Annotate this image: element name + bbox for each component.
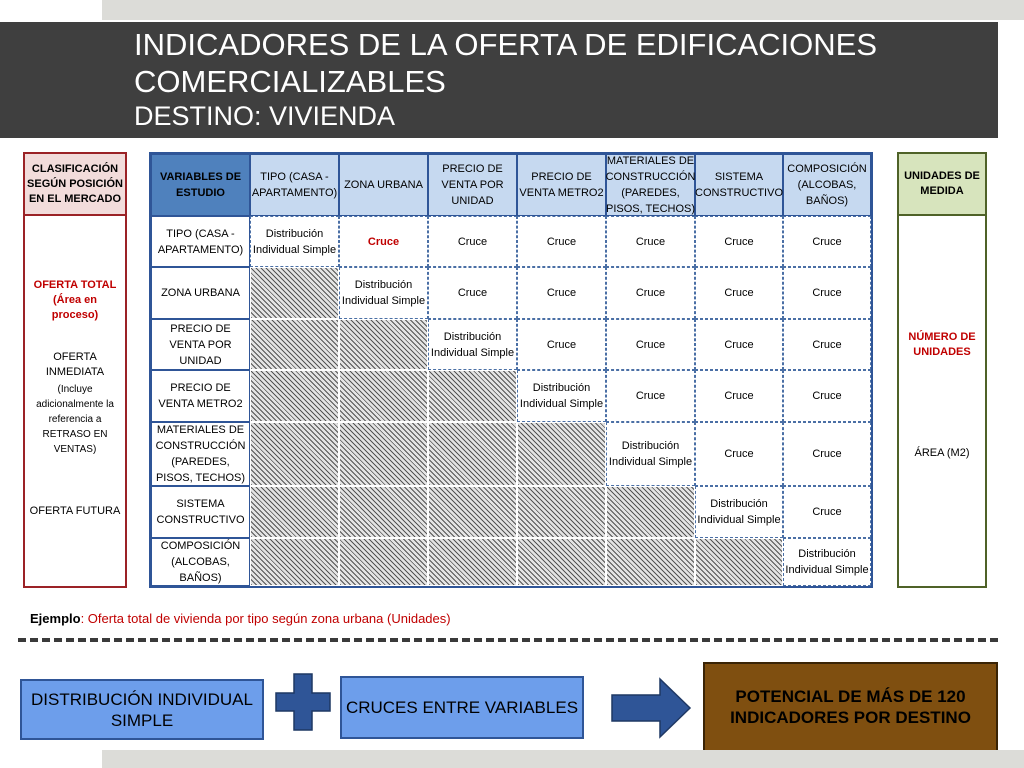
hatched-cell (517, 486, 606, 538)
hatched-cell (517, 422, 606, 486)
hatched-cell (695, 538, 783, 586)
hatched-cell (250, 370, 339, 422)
oferta-inmediata-note: (Incluye adicionalmente la referencia a RETRASO EN VENTAS) (36, 384, 114, 455)
title-line-2: COMERCIALIZABLES (134, 64, 446, 99)
oferta-futura-label: OFERTA FUTURA (29, 505, 121, 517)
cross-cell: Cruce (695, 319, 783, 370)
variables-matrix (149, 152, 873, 588)
cross-cell: Cruce (606, 216, 695, 267)
hatched-cell (428, 538, 517, 586)
hatched-cell (339, 422, 428, 486)
cross-cell: Cruce (428, 216, 517, 267)
column-header: COMPOSICIÓN (ALCOBAS, BAÑOS) (783, 154, 871, 216)
bottom-decor-bar (102, 750, 1024, 768)
slide-subtitle: DESTINO: VIVIENDA (134, 101, 396, 131)
diagonal-cell: Distribución Individual Simple (428, 319, 517, 370)
dashed-divider (18, 638, 998, 642)
cross-cell: Cruce (517, 319, 606, 370)
matrix-corner-header: VARIABLES DE ESTUDIO (151, 154, 250, 216)
cross-cell: Cruce (517, 267, 606, 319)
highlighted-cross-cell: Cruce (339, 216, 428, 267)
diagonal-cell: Distribución Individual Simple (695, 486, 783, 538)
hatched-cell (250, 267, 339, 319)
row-header: ZONA URBANA (151, 267, 250, 319)
hatched-cell (339, 319, 428, 370)
row-header: COMPOSICIÓN (ALCOBAS, BAÑOS) (151, 538, 250, 586)
right-arrow-icon (610, 677, 692, 739)
column-header: SISTEMA CONSTRUCTIVO (695, 154, 783, 216)
hatched-cell (606, 486, 695, 538)
cross-cell: Cruce (783, 216, 871, 267)
example-caption (30, 611, 451, 626)
cross-cell: Cruce (783, 370, 871, 422)
hatched-cell (250, 319, 339, 370)
cross-cell: Cruce (783, 422, 871, 486)
top-decor-bar (102, 0, 1024, 20)
classification-column (23, 152, 127, 588)
hatched-cell (250, 422, 339, 486)
diagonal-cell: Distribución Individual Simple (250, 216, 339, 267)
plus-icon (274, 672, 332, 732)
potential-result-box: POTENCIAL DE MÁS DE 120 INDICADORES POR DESTINO (703, 662, 998, 752)
cross-cell: Cruce (517, 216, 606, 267)
hatched-cell (250, 538, 339, 586)
units-header: UNIDADES DE MEDIDA (899, 154, 985, 216)
row-header: PRECIO DE VENTA POR UNIDAD (151, 319, 250, 370)
cross-cell: Cruce (606, 267, 695, 319)
hatched-cell (339, 370, 428, 422)
title-line-1: INDICADORES DE LA OFERTA DE EDIFICACIONES (134, 27, 878, 62)
diagonal-cell: Distribución Individual Simple (339, 267, 428, 319)
slide-title (134, 26, 877, 132)
cross-cell: Cruce (783, 267, 871, 319)
distribution-box: DISTRIBUCIÓN INDIVIDUAL SIMPLE (20, 679, 264, 740)
column-header: PRECIO DE VENTA METRO2 (517, 154, 606, 216)
hatched-cell (339, 486, 428, 538)
cross-cell: Cruce (695, 370, 783, 422)
row-header: MATERIALES DE CONSTRUCCIÓN (PAREDES, PISOS, TECHOS) (151, 422, 250, 486)
units-count-label: NÚMERO DE UNIDADES (908, 331, 976, 358)
cross-cell: Cruce (606, 370, 695, 422)
cross-cell: Cruce (783, 486, 871, 538)
hatched-cell (428, 370, 517, 422)
row-header: SISTEMA CONSTRUCTIVO (151, 486, 250, 538)
cross-cell: Cruce (428, 267, 517, 319)
oferta-inmediata-label: OFERTA INMEDIATA (45, 351, 105, 378)
cross-cell: Cruce (695, 216, 783, 267)
hatched-cell (339, 538, 428, 586)
classification-header: CLASIFICACIÓN SEGÚN POSICIÓN EN EL MERCADO (25, 154, 125, 216)
row-header: TIPO (CASA - APARTAMENTO) (151, 216, 250, 267)
oferta-total-label: OFERTA TOTAL (Área en proceso) (33, 279, 117, 321)
cross-cell: Cruce (695, 267, 783, 319)
column-header: MATERIALES DE CONSTRUCCIÓN (PAREDES, PISOS, TECHOS) (605, 155, 696, 215)
units-column (897, 152, 987, 588)
hatched-cell (517, 538, 606, 586)
cross-cell: Cruce (606, 319, 695, 370)
hatched-cell (428, 422, 517, 486)
diagonal-cell: Distribución Individual Simple (783, 538, 871, 586)
example-label: Ejemplo (30, 611, 81, 626)
cross-cell: Cruce (783, 319, 871, 370)
units-area-label: ÁREA (M2) (914, 447, 970, 459)
row-header: PRECIO DE VENTA METRO2 (151, 370, 250, 422)
cross-cell: Cruce (695, 422, 783, 486)
example-text: : Oferta total de vivienda por tipo según zona urbana (Unidades) (80, 611, 451, 626)
hatched-cell (250, 486, 339, 538)
column-header: PRECIO DE VENTA POR UNIDAD (428, 154, 517, 216)
column-header: ZONA URBANA (339, 154, 428, 216)
diagonal-cell: Distribución Individual Simple (606, 422, 695, 486)
column-header: TIPO (CASA - APARTAMENTO) (250, 154, 339, 216)
hatched-cell (606, 538, 695, 586)
hatched-cell (428, 486, 517, 538)
diagonal-cell: Distribución Individual Simple (517, 370, 606, 422)
crosses-box: CRUCES ENTRE VARIABLES (340, 676, 584, 739)
